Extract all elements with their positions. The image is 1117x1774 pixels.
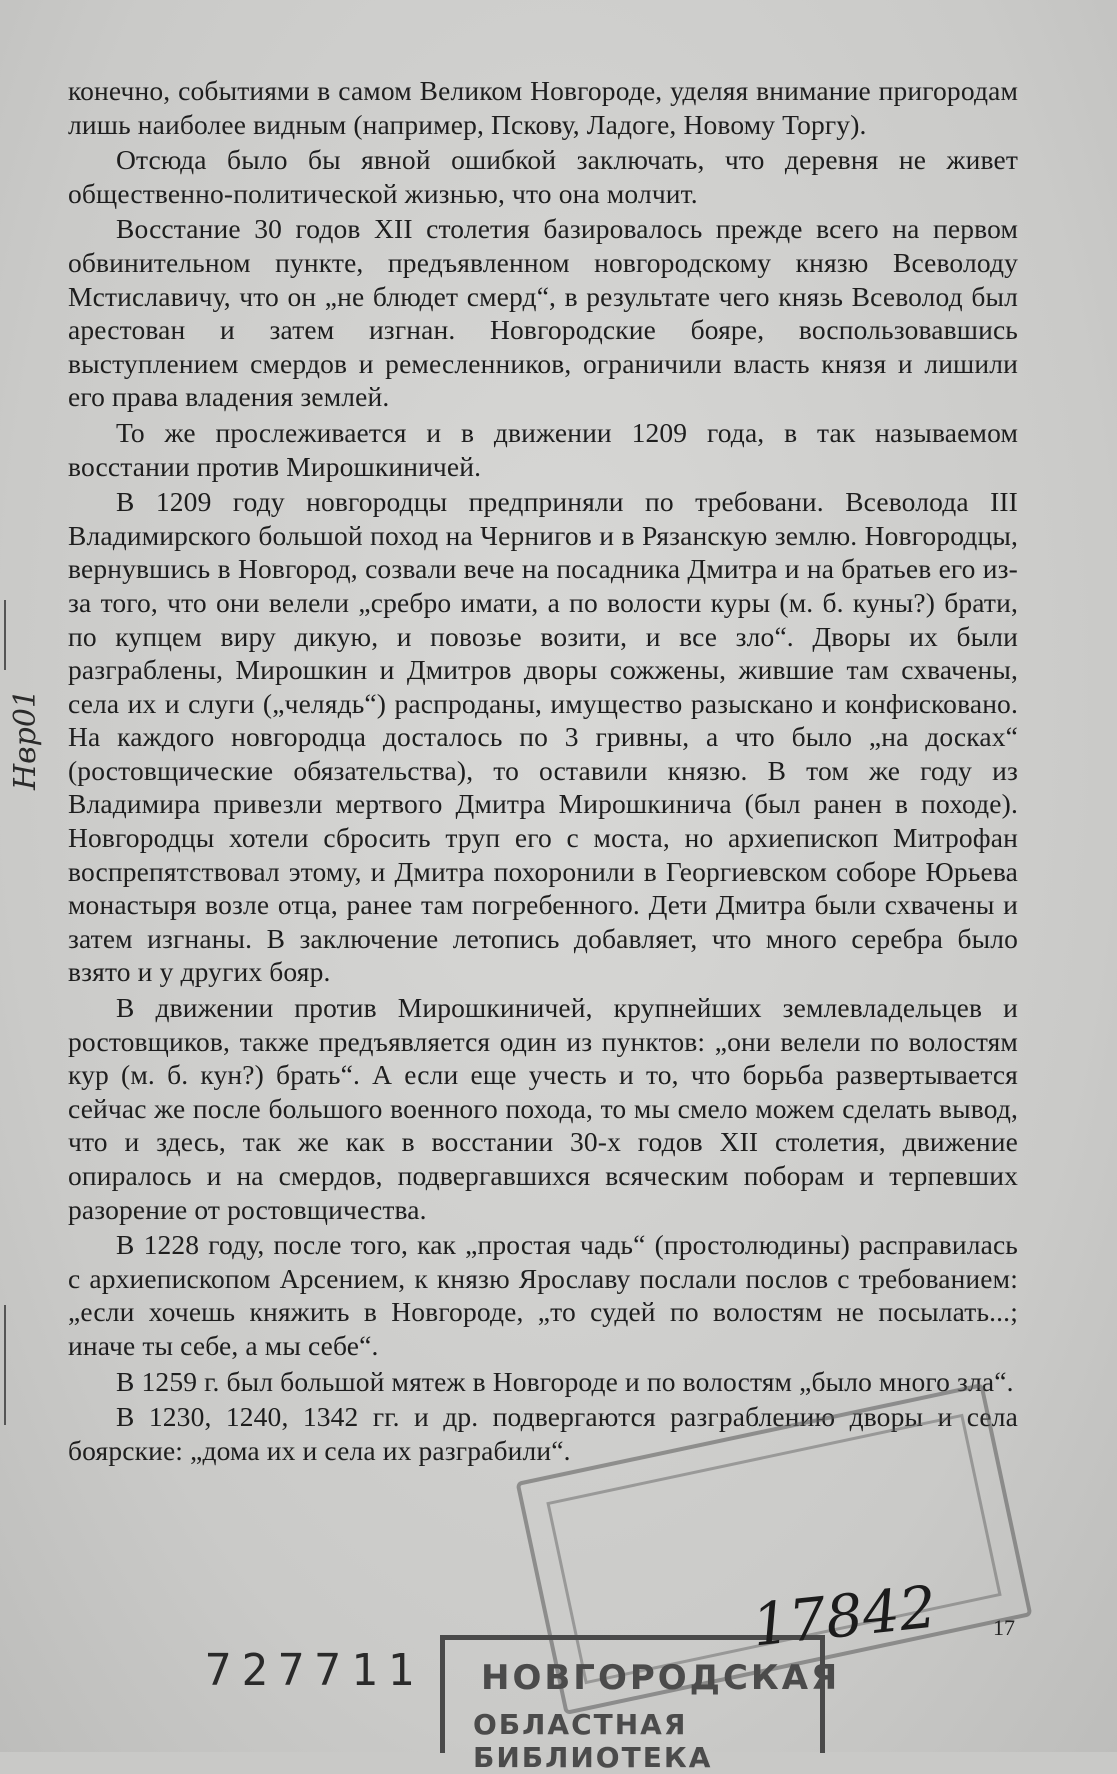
paragraph: В 1209 году новгородцы предприняли по требовани. Всеволода III Владимирского большой поход на Чернигов и в Рязанскую землю. Новгородцы, вернувшись в Новгород, созвали вече на посадника Дмитра и на братьев его из-за того, что они велели „сребро имати, а по волости куры (м. б. куны?) брати, по купцем виру дикую, и повозье возити, и все зло“. Дворы их были разграблены, Мирошкин и Дмитров дворы сожжены, жившие там схвачены, села их и слуги („челядь“) распроданы, имущество разыскано и конфисковано. На каждого новгородца досталось по 3 гривны, а что было „на досках“ (ростовщические обязательства), то оставили князю. В том же году из Владимира привезли мертвого Дмитра Мирошкинича (был ранен в походе). Новгородцы хотели сбросить труп его с моста, но архиепископ Митрофан воспрепятствовал этому, и Дмитра похоронили в Георгиевском соборе Юрьева монастыря возле отца, ранее там погребенного. Дети Дмитра были схвачены и затем изгнаны. В заключение летопись добавляет, что много серебра было взято и у других бояр.	[68, 486, 1018, 988]
paragraph: В движении против Мирошкиничей, крупнейших землевладельцев и ростовщиков, также предъявляется один из пунктов: „они велели по волостям кур (м. б. кун?) брать“. А если еще учесть и то, что борьба развертывается сейчас же после большого военного похода, то мы смело можем сделать вывод, что и здесь, так же как в восстании 30-х годов XII столетия, движение опиралось и на смердов, подвергавшихся всяческим поборам и терпевших разорение от ростовщичества.	[68, 992, 1018, 1225]
paragraph: В 1259 г. был большой мятеж в Новгороде и по волостям „было много зла“.	[116, 1365, 1014, 1397]
body-text	[68, 74, 1018, 1469]
margin-handwritten-note: Нвр01	[8, 688, 43, 790]
paragraph: Отсюда было бы явной ошибкой заключать, что деревня не живет общественно-политической жизнью, что она молчит.	[68, 144, 1018, 209]
inventory-number: 727711	[205, 1645, 424, 1696]
library-stamp-line2: ОБЛАСТНАЯ БИБЛИОТЕКА	[473, 1708, 713, 1774]
margin-mark	[4, 600, 6, 670]
paragraph: Восстание 30 годов XII столетия базировалось прежде всего на первом обвинительном пункте, предъявленном новгородскому князю Всеволоду Мстиславичу, что он „не блюдет смерд“, в результате чего князь Всеволод был арестован и затем изгнан. Новгородские бояре, воспользовавшись выступлением смердов и ремесленников, ограничили власть князя и лишили его права владения землей.	[68, 213, 1018, 413]
page-number: 17	[993, 1615, 1015, 1640]
margin-mark	[4, 1305, 6, 1425]
library-stamp-line1: НОВГОРОДСКАЯ	[481, 1658, 841, 1698]
paragraph: В 1228 году, после того, как „простая чадь“ (простолюдины) расправилась с архиепископом Арсением, к князю Ярославу послали послов с требованием: „если хочешь княжить в Новгороде, „то судей по волостям не посылать...; иначе ты себе, а мы себе“.	[68, 1229, 1018, 1361]
paragraph: конечно, событиями в самом Великом Новгороде, уделяя внимание пригородам лишь наиболее видным (например, Пскову, Ладоге, Новому Торгу).	[68, 75, 1018, 140]
paragraph: То же прослеживается и в движении 1209 года, в так называемом восстании против Мирошкиничей.	[68, 416, 1018, 482]
paragraph: В 1230, 1240, 1342 гг. и др. подвергаются разграблению дворы и села боярские: „дома их и села их разграбили“.	[68, 1401, 1018, 1466]
handwritten-number: 17842	[748, 1572, 940, 1660]
